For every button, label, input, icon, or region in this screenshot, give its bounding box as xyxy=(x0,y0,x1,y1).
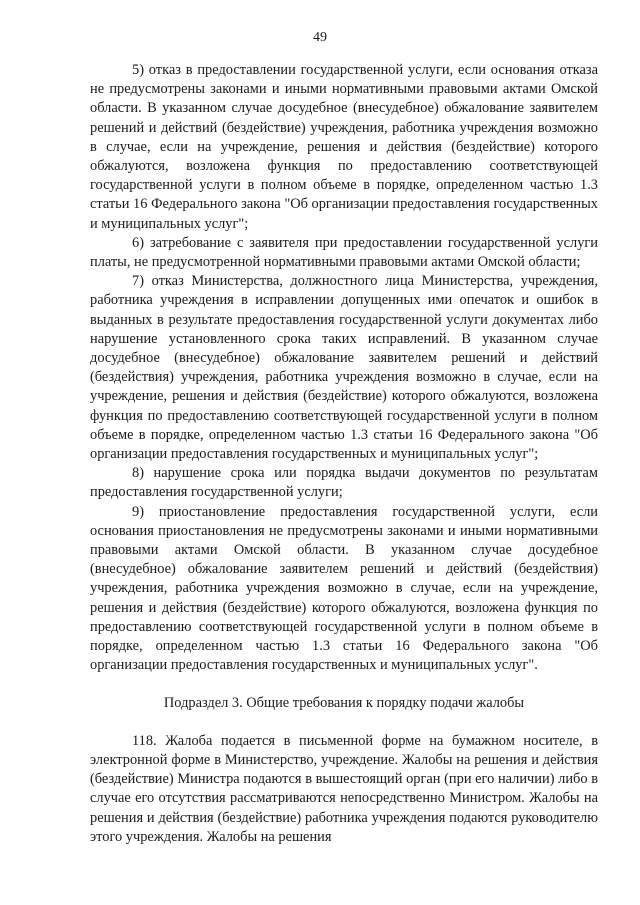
paragraph-118: 118. Жалоба подается в письменной форме на бумажном носителе, в электронной форме в Министерство, учреждение. Жалобы на решения и действия (бездействие) Министра подаются в вышестоящий орган (при его наличии) либо в случае его отсутствия рассматриваются непосредственно Министром. Жалобы на решения и действия (бездействие) работника учреждения подаются руководителю этого учреждения. Жалобы на решения xyxy=(90,732,598,845)
list-item-8: 8) нарушение срока или порядка выдачи документов по результатам предоставления государственной услуги; xyxy=(90,465,598,501)
page-number: 49 xyxy=(313,30,327,45)
section-heading: Подраздел 3. Общие требования к порядку подачи жалобы xyxy=(163,694,525,711)
list-item-7: 7) отказ Министерства, должностного лица Министерства, учреждения, работника учреждения в исправлении допущенных ими опечаток и ошибок в выданных в результате предоставления государственной услуги документах либо нарушение установленного срока таких исправлений. В указанном случае досудебное (внесудебное) обжалование заявителем решений и действий (бездействия) учреждения, работника учреждения возможно в случае, если на учреждение, решения и действия (бездействие) которого обжалуются, возложена функция по предоставлению соответствующей государственной услуги в полном объеме в порядке, определенном частью 1.3 статьи 16 Федерального закона "Об организации предоставления государственных и муниципальных услуг"; xyxy=(90,273,598,463)
list-item-6: 6) затребование с заявителя при предоставлении государственной услуги платы, не предусмотренной нормативными правовыми актами Омской области; xyxy=(90,234,598,271)
document-body xyxy=(90,61,598,847)
list-item-9: 9) приостановление предоставления государственной услуги, если основания приостановления не предусмотрены законами и иными нормативными правовыми актами Омской области. В указанном случае досудебное (внесудебное) обжалование заявителем решений и действий (бездействия) учреждения, работника учреждения возможно в случае, если на учреждение, решения и действия (бездействие) которого обжалуются, возложена функция по предоставлению соответствующей государственной услуги в полном объеме в порядке, определенном частью 1.3 статьи 16 Федерального закона "Об организации предоставления государственных и муниципальных услуг". xyxy=(90,503,598,674)
list-item-5: 5) отказ в предоставлении государственной услуги, если основания отказа не предусмотрены законами и иными нормативными правовыми актами Омской области. В указанном случае досудебное (внесудебное) обжалование заявителем решений и действий (бездействие) учреждения, работника учреждения возможно в случае, если на учреждение, решения и действия (бездействие) которого обжалуются, возложена функция по предоставлению соответствующей государственной услуги в полном объеме в порядке, определенном частью 1.3 статьи 16 Федерального закона "Об организации предоставления государственных и муниципальных услуг"; xyxy=(90,62,598,232)
